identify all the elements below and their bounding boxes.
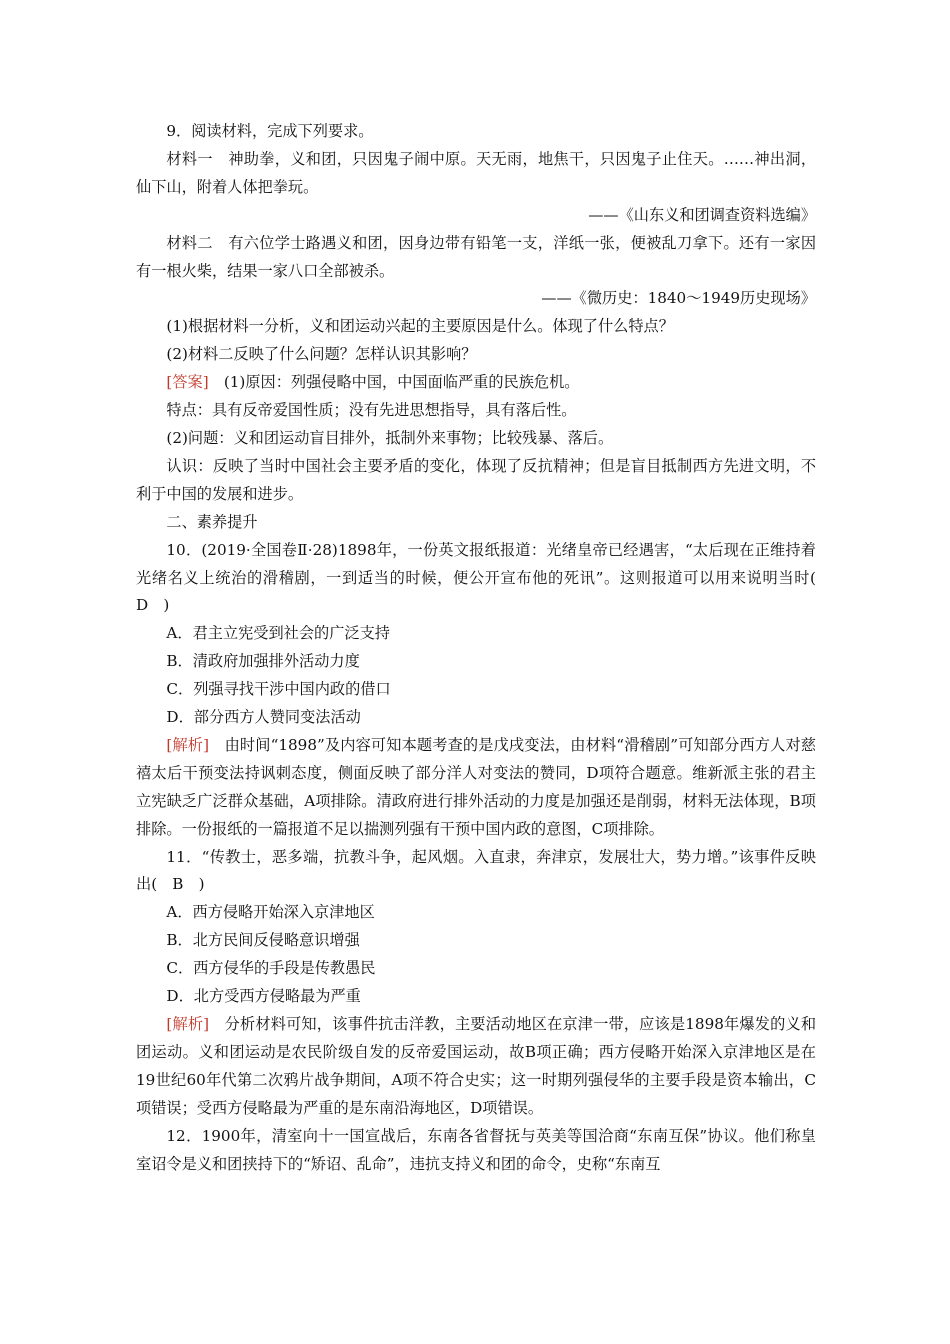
q11-analysis xyxy=(136,1011,816,1123)
q9-answer1 xyxy=(136,369,816,397)
q10-option-c: C．列强寻找干涉中国内政的借口 xyxy=(166,680,391,699)
q9-answer2: 特点：具有反帝爱国性质；没有先进思想指导，具有落后性。 xyxy=(166,401,577,420)
q10-analysis-text: 由时间“1898”及内容可知本题考查的是戊戌变法，由材料“滑稽剧”可知部分西方人对慈禧太后干预变法持讽刺态度，侧面反映了部分洋人对变法的赞同，D项符合题意。维新派主张的君主立宪缺乏广泛群众基础，A项排除。清政府进行排外活动的力度是加强还是削弱，材料无法体现，B项排除。一份报纸的一篇报道不足以揣测列强有干预中国内政的意图，C项排除。 xyxy=(136,735,816,838)
q9-stem: 9．阅读材料，完成下列要求。 xyxy=(166,122,374,140)
answer1-text: (1)原因：列强侵略中国，中国面临严重的民族危机。 xyxy=(223,373,580,392)
q11-analysis-text: 分析材料可知，该事件抗击洋教，主要活动地区在京津一带，应该是1898年爆发的义和团运动。义和团运动是农民阶级自发的反帝爱国运动，故B项正确；西方侵略开始深入京津地区是在19世纪60年代第二次鸦片战争期间，A项不符合史实；这一时期列强侵华的主要手段是资本输出，C项错误；受西方侵略最为严重的是东南沿海地区，D项错误。 xyxy=(136,1015,817,1117)
q9-sub2: (2)材料二反映了什么问题？怎样认识其影响？ xyxy=(166,345,477,364)
document-page xyxy=(136,118,832,1178)
q11-stem: 11．“传教士，恶多端，抗教斗争，起风烟。入直隶，奔津京，发展壮大，势力增。”该事件反映出( B ) xyxy=(136,847,816,894)
q11-option-a: A．西方侵略开始深入京津地区 xyxy=(166,903,375,922)
analysis-tag: [解析] xyxy=(166,735,210,754)
material1-label: 材料一 xyxy=(166,149,213,168)
q12-stem: 12．1900年，清室向十一国宣战后，东南各省督抚与英美等国洽商“东南互保”协议。他们称皇室诏令是义和团挟持下的“矫诏、乱命”，违抗支持义和团的命令，史称“东南互 xyxy=(136,1126,816,1173)
q9-material2 xyxy=(136,230,816,286)
material2-label: 材料二 xyxy=(166,233,213,252)
q9-material1 xyxy=(136,146,816,202)
answer-tag: [答案] xyxy=(166,373,209,392)
q9-sub1: (1)根据材料一分析，义和团运动兴起的主要原因是什么。体现了什么特点？ xyxy=(166,317,674,336)
q10-option-b: B．清政府加强排外活动力度 xyxy=(166,652,360,671)
q10-stem: 10．(2019·全国卷Ⅱ·28)1898年，一份英文报纸报道：光绪皇帝已经遇害，“太后现在正维持着光绪名义上统治的滑稽剧，一到适当的时候，便公开宣布他的死讯”。这则报道可以用来说明当时( D ) xyxy=(136,540,832,615)
material1-text: 神助拳，义和团，只因鬼子闹中原。天无雨，地焦干，只因鬼子止住天。……神出洞，仙下山，附着人体把拳玩。 xyxy=(136,149,817,196)
q11-option-b: B．北方民间反侵略意识增强 xyxy=(166,931,360,950)
material2-source: ——《微历史：1840～1949历史现场》 xyxy=(541,289,816,308)
q11-option-c: C．西方侵华的手段是传教愚民 xyxy=(166,959,376,978)
q10-option-a: A．君主立宪受到社会的广泛支持 xyxy=(166,624,390,643)
section-heading: 二、素养提升 xyxy=(166,512,258,531)
q11-option-d: D．北方受西方侵略最为严重 xyxy=(166,987,361,1006)
q10-analysis xyxy=(136,732,816,844)
material2-text: 有六位学士路遇义和团，因身边带有铅笔一支，洋纸一张，便被乱刀拿下。还有一家因有一根火柴，结果一家八口全部被杀。 xyxy=(136,233,817,280)
analysis-tag: [解析] xyxy=(166,1015,210,1033)
q10-option-d: D．部分西方人赞同变法活动 xyxy=(166,708,361,727)
q9-answer3: (2)问题：义和团运动盲目排外，抵制外来事物；比较残暴、落后。 xyxy=(166,428,614,447)
q9-answer4: 认识：反映了当时中国社会主要矛盾的变化，体现了反抗精神；但是盲目抵制西方先进文明，不利于中国的发展和进步。 xyxy=(136,456,816,503)
material1-source: ——《山东义和团调查资料选编》 xyxy=(588,205,816,224)
